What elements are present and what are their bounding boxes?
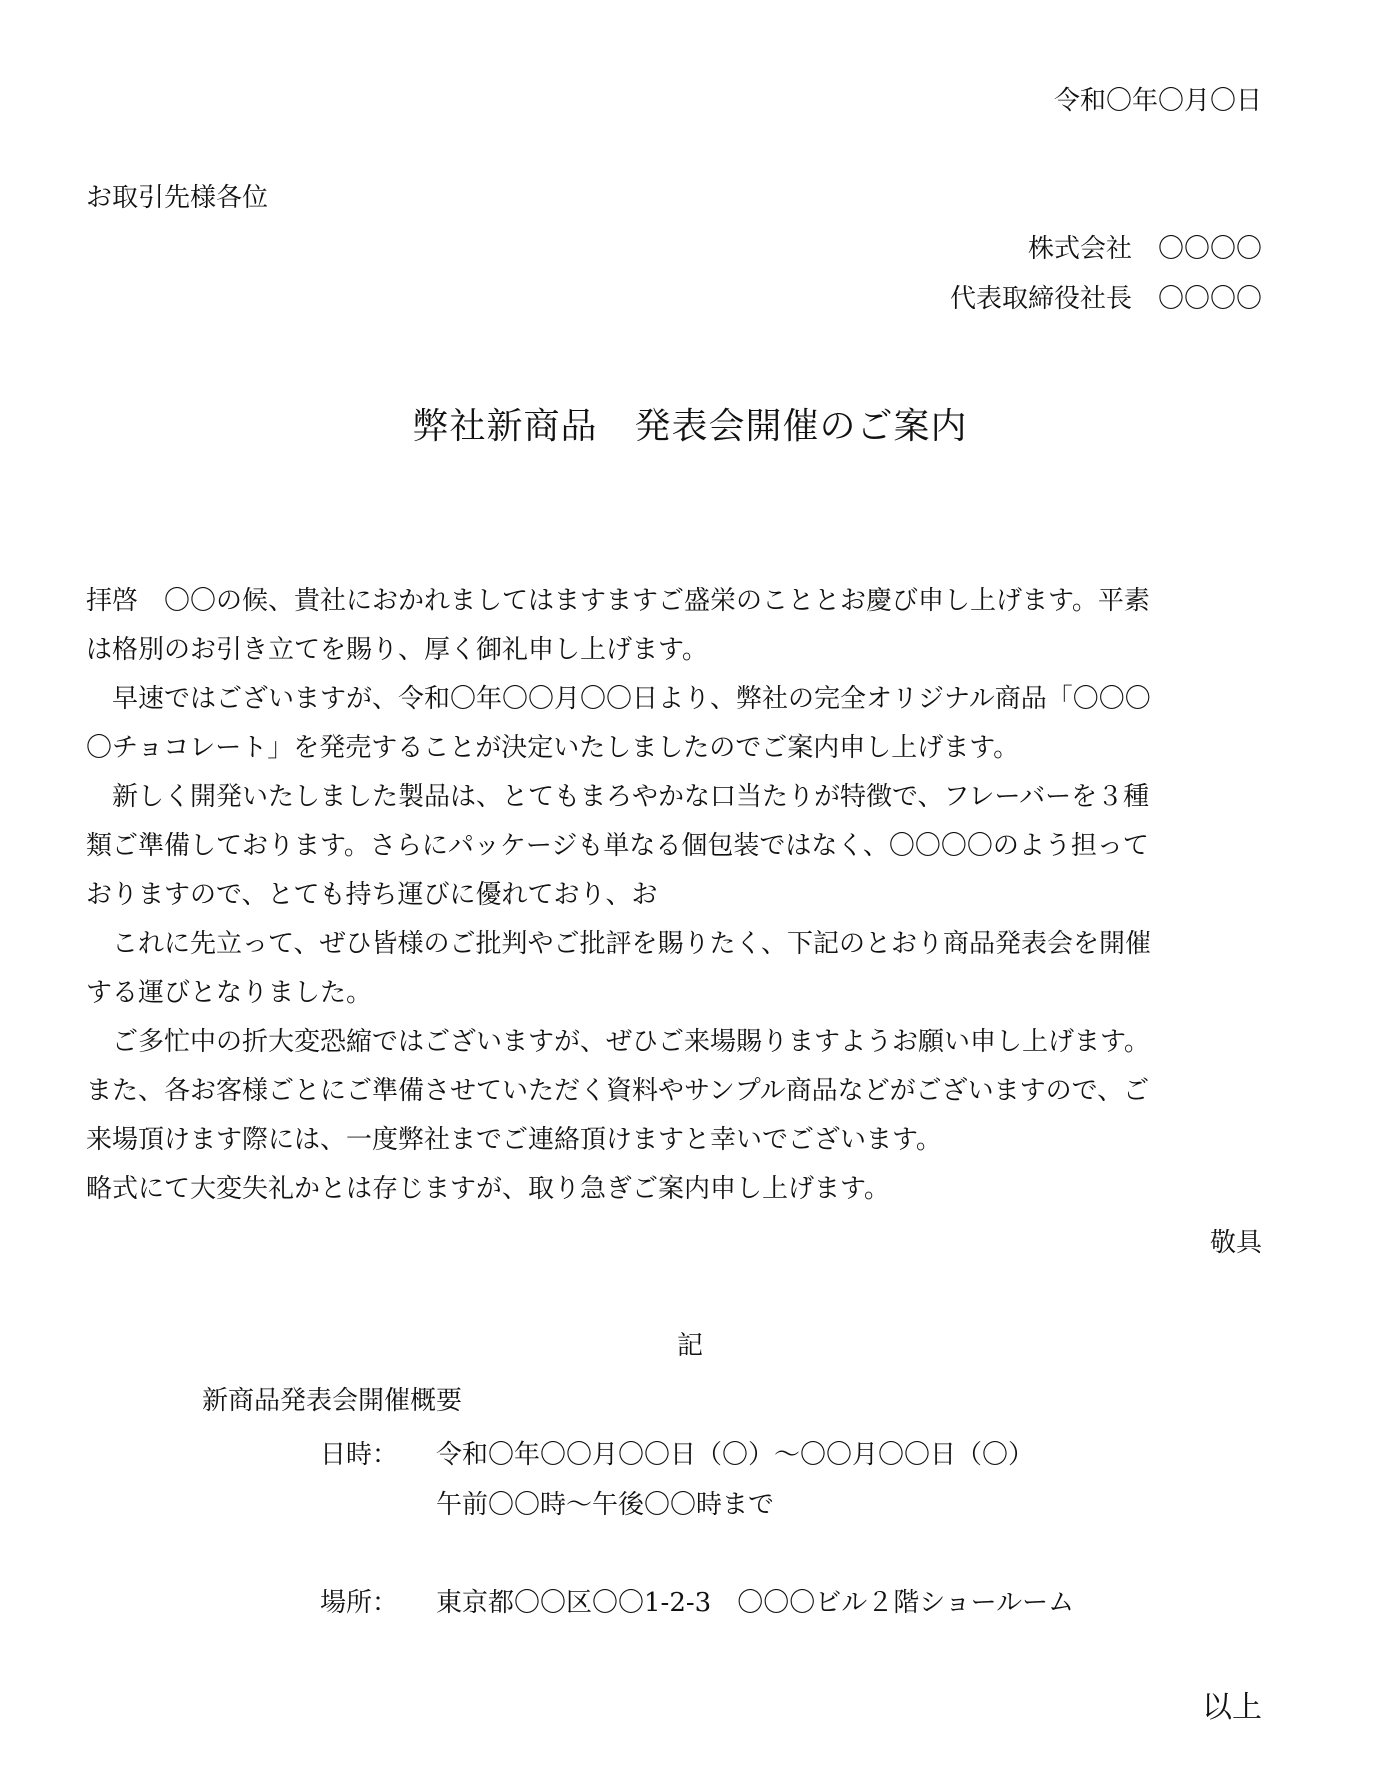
letter-body <box>86 577 1262 1214</box>
body-line: する運びとなりました。 <box>86 978 373 1008</box>
datetime-label: 日時： <box>320 1440 399 1470</box>
body-line: おりますので、とても持ち運びに優れており、お <box>86 880 658 910</box>
time-value: 午前〇〇時～午後〇〇時まで <box>436 1490 775 1520</box>
datetime-value: 令和〇年〇〇月〇〇日（〇）～〇〇月〇〇日（〇） <box>436 1440 1035 1470</box>
recipient: お取引先様各位 <box>86 183 269 213</box>
sender-representative: 代表取締役社長 〇〇〇〇 <box>949 284 1262 314</box>
body-line: また、各お客様ごとにご準備させていただく資料やサンプル商品などがございますので、ご <box>86 1076 1150 1106</box>
body-line: 拝啓 〇〇の候、貴社におかれましてはますますご盛栄のこととお慶び申し上げます。平素 <box>86 586 1150 616</box>
body-line: 〇チョコレート」を発売することが決定いたしましたのでご案内申し上げます。 <box>86 733 1020 763</box>
ki-heading: 記 <box>676 1331 703 1361</box>
body-line: 類ご準備しております。さらにパッケージも単なる個包装ではなく、〇〇〇〇のよう担って <box>86 831 1149 861</box>
body-line: 新しく開発いたしました製品は、とてもまろやかな口当たりが特徴で、フレーバーを３種 <box>86 782 1150 812</box>
body-line: 早速ではございますが、令和〇年〇〇月〇〇日より、弊社の完全オリジナル商品「〇〇〇 <box>86 684 1151 714</box>
letter-date: 令和〇年〇月〇日 <box>1053 86 1262 116</box>
place-label: 場所： <box>320 1588 399 1618</box>
document-title: 弊社新商品 発表会開催のご案内 <box>412 406 968 447</box>
body-line: ご多忙中の折大変恐縮ではございますが、ぜひご来場賜りますようお願い申し上げます。 <box>86 1027 1150 1057</box>
end-mark: 以上 <box>1202 1690 1262 1725</box>
body-line: これに先立って、ぜひ皆様のご批判やご批評を賜りたく、下記のとおり商品発表会を開催 <box>86 929 1151 959</box>
body-line: 略式にて大変失礼かとは存じますが、取り急ぎご案内申し上げます。 <box>86 1174 890 1204</box>
body-line: は格別のお引き立てを賜り、厚く御礼申し上げます。 <box>86 635 708 665</box>
body-line: 来場頂けます際には、一度弊社までご連絡頂けますと幸いでございます。 <box>86 1125 942 1155</box>
sender-company: 株式会社 〇〇〇〇 <box>1027 234 1262 264</box>
closing-phrase: 敬具 <box>1209 1228 1262 1258</box>
summary-title: 新商品発表会開催概要 <box>202 1386 463 1416</box>
place-value: 東京都〇〇区〇〇1-2-3 〇〇〇ビル２階ショールーム <box>436 1588 1075 1618</box>
